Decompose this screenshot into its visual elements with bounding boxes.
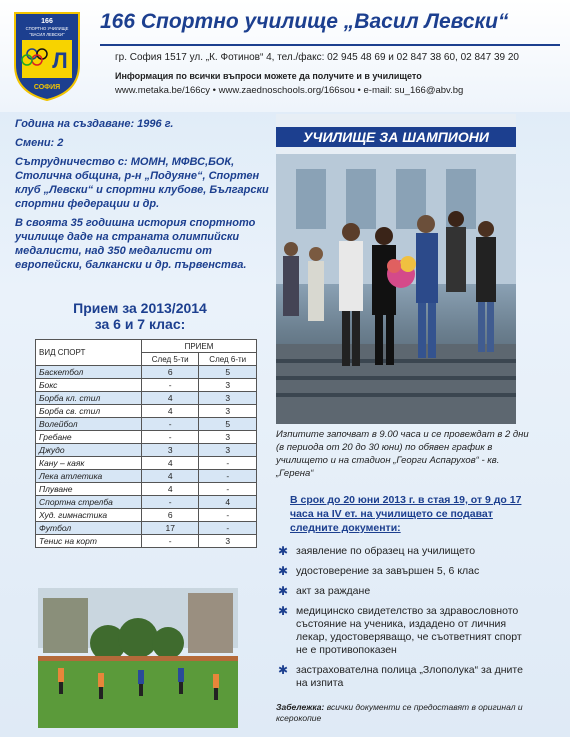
after5-cell: -	[141, 496, 199, 509]
crest-number: 166	[41, 18, 53, 25]
col-group-header: ПРИЕМ	[141, 340, 256, 353]
admission-title-line2: за 6 и 7 клас:	[94, 316, 186, 332]
star-bullet-icon: ✱	[278, 544, 289, 558]
after5-cell: -	[141, 418, 199, 431]
table-row	[36, 509, 257, 522]
list-item	[276, 664, 536, 690]
after5-cell: 4	[141, 483, 199, 496]
sport-cell: Спортна стрелба	[36, 496, 142, 509]
fact-founded: Година на създаване: 1996 г.	[15, 118, 174, 130]
sport-cell: Футбол	[36, 522, 142, 535]
list-item	[276, 585, 536, 598]
sport-cell: Баскетбол	[36, 366, 142, 379]
list-item	[276, 545, 536, 558]
table-row	[36, 470, 257, 483]
after5-cell: -	[141, 379, 199, 392]
sport-cell: Борба кл. стил	[36, 392, 142, 405]
after6-cell: -	[199, 470, 257, 483]
table-row	[36, 496, 257, 509]
document-label: акт за раждане	[296, 585, 371, 597]
sport-cell: Плуване	[36, 483, 142, 496]
admission-title-line1: Прием за 2013/2014	[73, 300, 207, 316]
fact-cooperation: Сътрудничество с: МОМН, МФВС,БОК, Столична община, р-н „Подуяне“, Спортен клуб „Левски“ и спортни клубове, Български спортни федерации и др.	[15, 156, 269, 210]
after6-cell: 3	[199, 444, 257, 457]
school-banner: УЧИЛИЩЕ ЗА ШАМПИОНИ	[276, 127, 516, 147]
list-item	[276, 565, 536, 578]
after5-cell: 4	[141, 457, 199, 470]
col-sport-header: ВИД СПОРТ	[36, 340, 142, 366]
after5-cell: 4	[141, 470, 199, 483]
sport-cell: Кану – каяк	[36, 457, 142, 470]
after6-cell: -	[199, 522, 257, 535]
crest-line2: "ВАСИЛ ЛЕВСКИ"	[29, 32, 65, 37]
after5-cell: -	[141, 431, 199, 444]
col-after5-header: След 5-ти	[141, 353, 199, 366]
document-label: застрахователна полица „Злополука“ за дните на изпита	[296, 664, 523, 689]
col-after6-header: След 6-ти	[199, 353, 257, 366]
note-text: всички документи се предоставят в оригинал и ксерокопие	[276, 702, 523, 723]
after6-cell: 5	[199, 418, 257, 431]
after5-cell: -	[141, 535, 199, 548]
school-entrance-photo	[276, 114, 516, 424]
document-label: удостоверение за завършен 5, 6 клас	[296, 565, 480, 577]
after5-cell: 3	[141, 444, 199, 457]
table-row	[36, 379, 257, 392]
info-line: Информация по всички въпроси можете да получите и в училището	[115, 71, 422, 81]
fact-shifts: Смени: 2	[15, 137, 64, 149]
school-facts	[15, 117, 270, 277]
list-item	[276, 605, 536, 657]
header	[0, 0, 570, 112]
admission-table	[35, 339, 257, 548]
admission-title	[40, 300, 240, 332]
document-label: заявление по образец на училището	[296, 545, 476, 557]
star-bullet-icon: ✱	[278, 663, 289, 677]
table-row	[36, 535, 257, 548]
table-row	[36, 483, 257, 496]
note	[276, 702, 536, 724]
table-row	[36, 392, 257, 405]
table-row	[36, 366, 257, 379]
after6-cell: 3	[199, 405, 257, 418]
web-contacts: www.metaka.be/166cy • www.zaednoschools.org/166sou • e-mail: su_166@abv.bg	[115, 85, 464, 96]
table-row	[36, 418, 257, 431]
table-row	[36, 522, 257, 535]
sport-cell: Тенис на корт	[36, 535, 142, 548]
table-row	[36, 457, 257, 470]
title-divider	[100, 44, 560, 46]
after5-cell: 4	[141, 392, 199, 405]
sport-cell: Борба св. стил	[36, 405, 142, 418]
note-label: Забележка:	[276, 702, 325, 712]
after6-cell: 5	[199, 366, 257, 379]
sport-cell: Худ. гимнастика	[36, 509, 142, 522]
page-title: 166 Спортно училище „Васил Левски“	[100, 10, 509, 33]
after6-cell: 3	[199, 392, 257, 405]
table-row	[36, 405, 257, 418]
deadline-heading: В срок до 20 юни 2013 г. в стая 19, от 9 до 17 часа на IV ет. на училището се подават следните документи:	[290, 494, 522, 534]
document-label: медицинско свидетелство за здравословното състояние на ученика, издадено от личния лекар, удостоверяващо, че съответният спорт не е противопоказен	[296, 605, 522, 656]
sport-cell: Джудо	[36, 444, 142, 457]
football-field-photo	[38, 588, 238, 728]
fact-history: В своята 35 годишна история спортното училище даде на страната олимпийски медалисти, над 350 медалисти от европейски, балкански и др. първенства.	[15, 217, 256, 271]
admission-table-body	[36, 366, 257, 548]
star-bullet-icon: ✱	[278, 604, 289, 618]
address-line: гр. София 1517 ул. „К. Фотинов“ 4, тел./факс: 02 945 48 69 и 02 847 38 60, 02 847 39 20	[115, 52, 519, 63]
sport-cell: Волейбол	[36, 418, 142, 431]
school-crest-logo	[12, 10, 82, 102]
crest-city: СОФИЯ	[33, 84, 61, 91]
sport-cell: Бокс	[36, 379, 142, 392]
sport-cell: Гребане	[36, 431, 142, 444]
table-row	[36, 444, 257, 457]
after6-cell: 3	[199, 431, 257, 444]
field-photo-illustration	[38, 588, 238, 728]
after6-cell: -	[199, 457, 257, 470]
star-bullet-icon: ✱	[278, 564, 289, 578]
exam-caption: Изпитите започват в 9.00 часа и се провеждат в 2 дни (в периода от 20 до 30 юни) по обявен график в училището и на стадион „Георги Аспарухов“ - кв. „Герена“	[276, 429, 529, 479]
after5-cell: 4	[141, 405, 199, 418]
crest-line1: СПОРТНО УЧИЛИЩЕ	[25, 26, 69, 31]
school-photo-illustration	[276, 114, 516, 424]
table-row	[36, 431, 257, 444]
after6-cell: -	[199, 509, 257, 522]
after6-cell: -	[199, 483, 257, 496]
after6-cell: 3	[199, 379, 257, 392]
sport-cell: Лека атлетика	[36, 470, 142, 483]
documents-list	[276, 545, 536, 697]
star-bullet-icon: ✱	[278, 584, 289, 598]
after5-cell: 17	[141, 522, 199, 535]
after5-cell: 6	[141, 509, 199, 522]
after5-cell: 6	[141, 366, 199, 379]
after6-cell: 3	[199, 535, 257, 548]
after6-cell: 4	[199, 496, 257, 509]
crest-letter: Л	[52, 48, 68, 73]
